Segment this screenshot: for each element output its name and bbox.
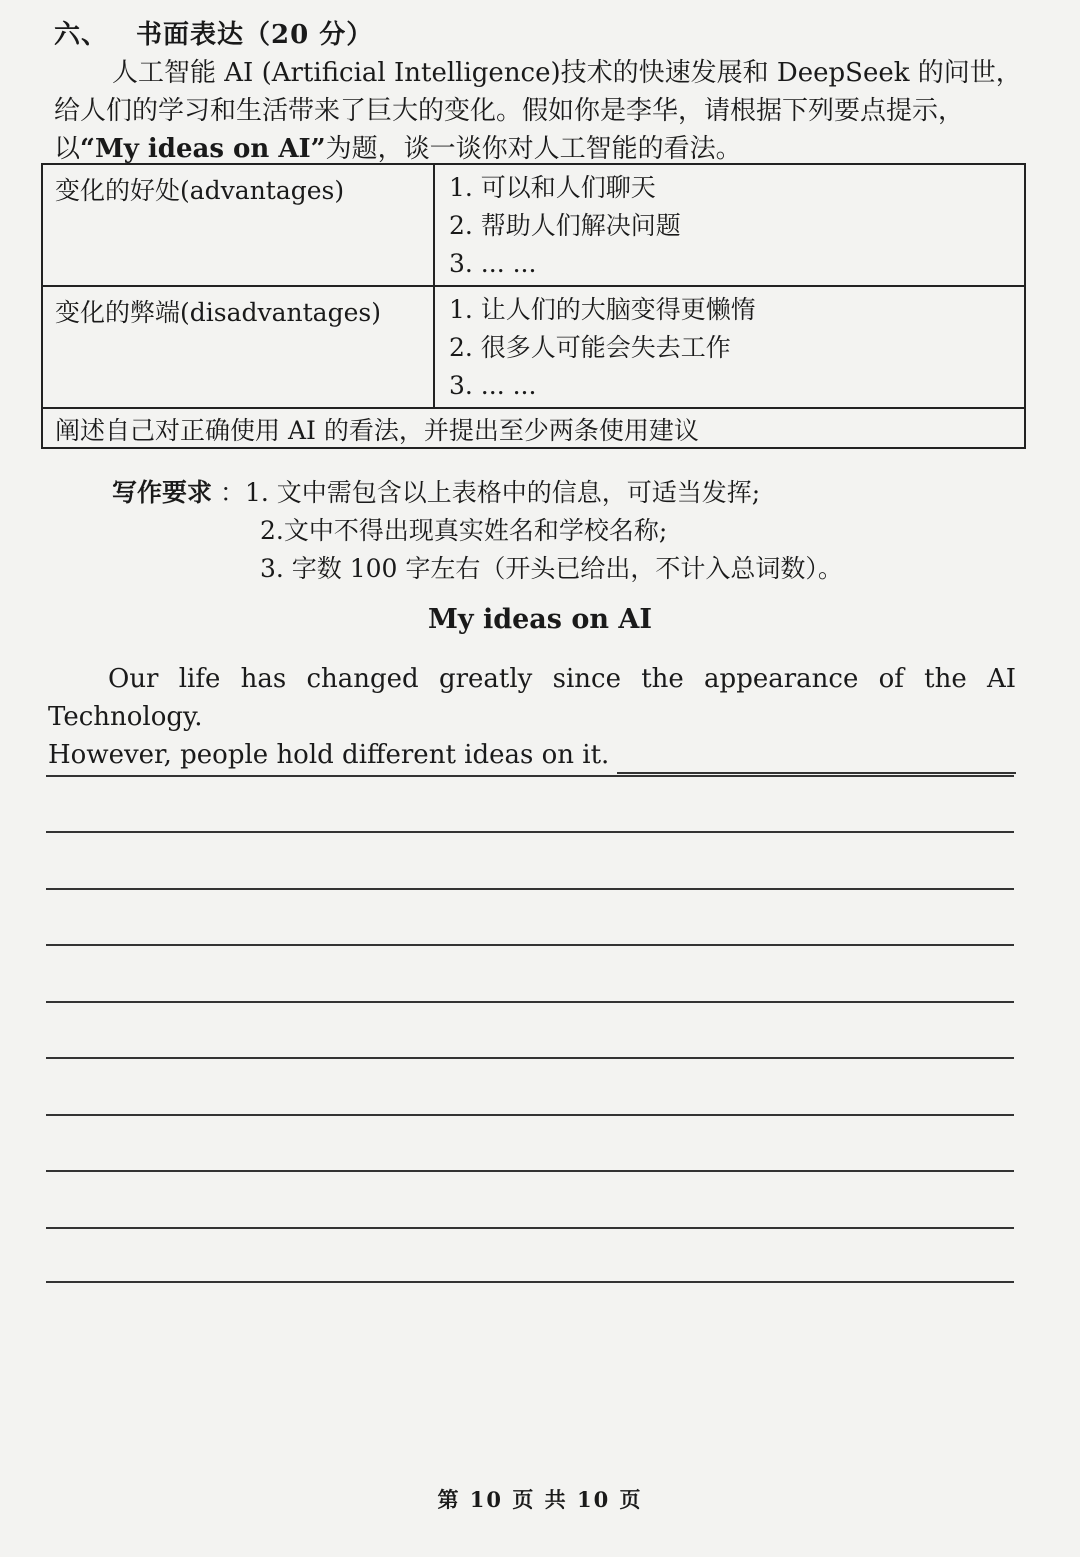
requirement-row-1 bbox=[112, 474, 843, 512]
page-number: 第 10 页 共 10 页 bbox=[437, 1487, 643, 1512]
opening-line-1: Our life has changed greatly since the appearance of the AI Technology. bbox=[48, 664, 1016, 732]
opening-text: However, people hold different ideas on it. bbox=[48, 740, 610, 770]
disadvantages-label: 变化的弊端(disadvantages) bbox=[42, 286, 434, 408]
writing-requirements bbox=[112, 474, 843, 588]
intro-suffix: 为题，谈一谈你对人工智能的看法。 bbox=[325, 134, 742, 164]
answer-line[interactable] bbox=[46, 888, 1014, 890]
answer-line-first[interactable] bbox=[617, 744, 1016, 774]
advantage-item: 3. ... ... bbox=[449, 249, 537, 278]
task-description bbox=[54, 54, 1029, 168]
advantages-label: 变化的好处(advantages) bbox=[42, 164, 434, 286]
intro-line-1: 人工智能 AI (Artificial Intelligence)技术的快速发展和 DeepSeek 的问世， bbox=[112, 58, 1022, 88]
intro-prefix: 以 bbox=[54, 134, 81, 164]
answer-line[interactable] bbox=[46, 944, 1014, 946]
answer-line[interactable] bbox=[46, 1114, 1014, 1116]
answer-line[interactable] bbox=[46, 1001, 1014, 1003]
answer-line[interactable] bbox=[46, 1281, 1014, 1283]
suggestion-row bbox=[42, 408, 1025, 448]
points-table bbox=[41, 163, 1026, 449]
essay-topic: “My ideas on AI” bbox=[80, 134, 326, 164]
answer-line[interactable] bbox=[46, 1170, 1014, 1172]
answer-line[interactable] bbox=[46, 1057, 1014, 1059]
opening-line-2 bbox=[48, 736, 1016, 774]
advantages-row bbox=[42, 164, 1025, 286]
advantages-list bbox=[434, 164, 1025, 286]
disadvantages-list bbox=[434, 286, 1025, 408]
requirements-label: 写作要求 bbox=[112, 478, 213, 507]
advantage-item: 1. 可以和人们聊天 bbox=[449, 173, 656, 202]
answer-line[interactable] bbox=[46, 775, 1014, 777]
answer-line[interactable] bbox=[46, 831, 1014, 833]
suggestion-text: 阐述自己对正确使用 AI 的看法，并提出至少两条使用建议 bbox=[42, 408, 1025, 448]
intro-line-2: 给人们的学习和生活带来了巨大的变化。假如你是李华，请根据下列要点提示， bbox=[54, 96, 965, 126]
disadvantage-item: 2. 很多人可能会失去工作 bbox=[449, 333, 731, 362]
section-title: 书面表达（20 分） bbox=[136, 20, 374, 50]
disadvantage-item: 1. 让人们的大脑变得更懒惰 bbox=[449, 295, 756, 324]
requirement-item: 2.文中不得出现真实姓名和学校名称; bbox=[260, 516, 668, 545]
essay-opening bbox=[48, 660, 1016, 774]
answer-line[interactable] bbox=[46, 1227, 1014, 1229]
essay-title: My ideas on AI bbox=[427, 604, 652, 635]
disadvantage-item: 3. ... ... bbox=[449, 371, 537, 400]
requirement-item: 3. 字数 100 字左右（开头已给出，不计入总词数）。 bbox=[260, 554, 843, 583]
advantage-item: 2. 帮助人们解决问题 bbox=[449, 211, 681, 240]
section-heading bbox=[54, 14, 373, 51]
disadvantages-row bbox=[42, 286, 1025, 408]
requirement-item: ：1. 文中需包含以上表格中的信息，可适当发挥; bbox=[219, 478, 761, 507]
section-number: 六、 bbox=[54, 20, 109, 50]
